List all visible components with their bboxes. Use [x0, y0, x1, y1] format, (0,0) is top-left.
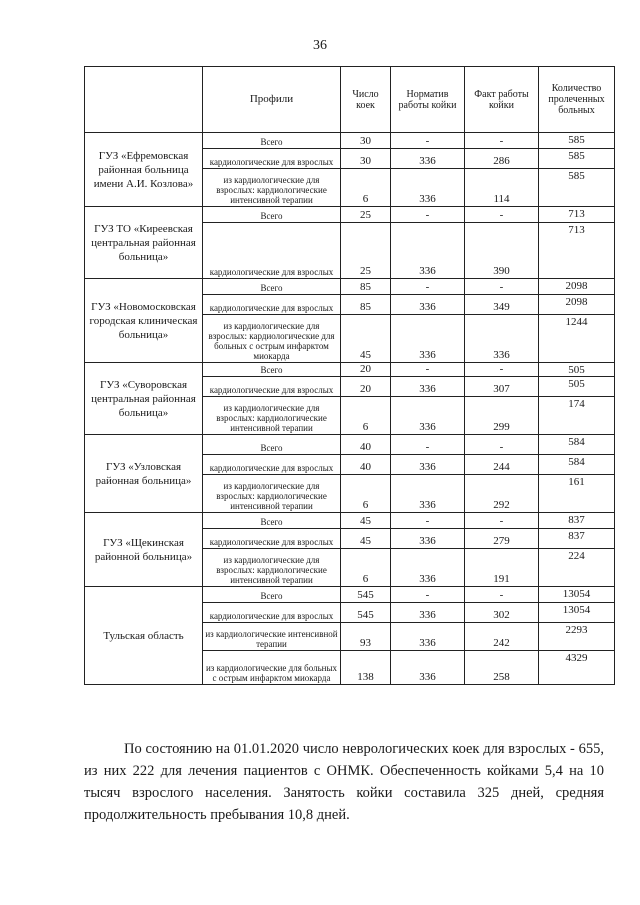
- org-name: ГУЗ «Суворовская центральная районная больница»: [85, 363, 203, 435]
- cell-norm: -: [391, 513, 465, 529]
- cell-beds: 6: [341, 475, 391, 513]
- cell-fact: 292: [465, 475, 539, 513]
- cell-profile: Всего: [203, 513, 341, 529]
- cell-fact: 279: [465, 529, 539, 549]
- cell-fact: -: [465, 513, 539, 529]
- cell-fact: 242: [465, 623, 539, 651]
- header-fact: Факт работы койки: [465, 67, 539, 133]
- cell-norm: 336: [391, 149, 465, 169]
- cell-norm: -: [391, 133, 465, 149]
- cell-norm: -: [391, 207, 465, 223]
- table-row: [85, 587, 615, 603]
- cell-norm: -: [391, 363, 465, 377]
- cell-fact: 390: [465, 223, 539, 279]
- cell-patients: 1244: [539, 315, 615, 363]
- cell-norm: 336: [391, 603, 465, 623]
- cell-patients: 174: [539, 397, 615, 435]
- cell-patients: 713: [539, 207, 615, 223]
- header-org: [85, 67, 203, 133]
- table-row: [85, 133, 615, 149]
- cell-patients: 505: [539, 363, 615, 377]
- cell-beds: 138: [341, 651, 391, 685]
- cell-fact: -: [465, 435, 539, 455]
- cell-beds: 6: [341, 169, 391, 207]
- cell-beds: 20: [341, 377, 391, 397]
- header-patients: Количество пролеченных больных: [539, 67, 615, 133]
- cell-patients: 4329: [539, 651, 615, 685]
- cell-patients: 584: [539, 455, 615, 475]
- table-row: [85, 207, 615, 223]
- cell-fact: 299: [465, 397, 539, 435]
- cell-fact: -: [465, 133, 539, 149]
- cell-patients: 13054: [539, 603, 615, 623]
- table-row: [85, 435, 615, 455]
- cell-fact: -: [465, 279, 539, 295]
- cell-patients: 837: [539, 513, 615, 529]
- org-name: Тульская область: [85, 587, 203, 685]
- cell-beds: 40: [341, 435, 391, 455]
- cell-patients: 13054: [539, 587, 615, 603]
- cell-beds: 25: [341, 207, 391, 223]
- cell-norm: 336: [391, 397, 465, 435]
- cell-profile: Всего: [203, 207, 341, 223]
- cell-norm: 336: [391, 377, 465, 397]
- cell-beds: 30: [341, 133, 391, 149]
- cell-norm: 336: [391, 169, 465, 207]
- cell-fact: 191: [465, 549, 539, 587]
- cell-beds: 45: [341, 529, 391, 549]
- cell-fact: 258: [465, 651, 539, 685]
- cell-profile: из кардиологические для взрослых: кардиологические интенсивной терапии: [203, 549, 341, 587]
- cell-beds: 25: [341, 223, 391, 279]
- table-row: [85, 279, 615, 295]
- cell-fact: 286: [465, 149, 539, 169]
- cell-norm: 336: [391, 295, 465, 315]
- cell-beds: 545: [341, 603, 391, 623]
- header-beds: Число коек: [341, 67, 391, 133]
- cell-patients: 505: [539, 377, 615, 397]
- cell-beds: 85: [341, 295, 391, 315]
- header-profiles: Профили: [203, 67, 341, 133]
- cell-profile: кардиологические для взрослых: [203, 149, 341, 169]
- cell-profile: из кардиологические для больных с острым инфарктом миокарда: [203, 651, 341, 685]
- cell-patients: 2293: [539, 623, 615, 651]
- cell-profile: кардиологические для взрослых: [203, 223, 341, 279]
- cell-fact: 244: [465, 455, 539, 475]
- cell-beds: 85: [341, 279, 391, 295]
- cell-norm: -: [391, 435, 465, 455]
- cell-profile: из кардиологические интенсивной терапии: [203, 623, 341, 651]
- table-body: [85, 133, 615, 685]
- org-name: ГУЗ «Узловская районная больница»: [85, 435, 203, 513]
- cell-fact: 349: [465, 295, 539, 315]
- cell-patients: 837: [539, 529, 615, 549]
- cell-norm: 336: [391, 549, 465, 587]
- cell-profile: Всего: [203, 435, 341, 455]
- cell-patients: 161: [539, 475, 615, 513]
- cell-fact: -: [465, 363, 539, 377]
- header-norm: Норматив работы койки: [391, 67, 465, 133]
- cell-patients: 2098: [539, 279, 615, 295]
- cell-patients: 2098: [539, 295, 615, 315]
- summary-paragraph: По состоянию на 01.01.2020 число неврологических коек для взрослых - 655, из них 222 для лечения пациентов с ОНМК. Обеспеченность койками 5,4 на 10 тысяч взрослого населения. Занятость койки составила 325 дней, средняя продолжительность пребывания 10,8 дней.: [84, 741, 604, 823]
- cell-norm: -: [391, 587, 465, 603]
- cell-beds: 6: [341, 397, 391, 435]
- org-name: ГУЗ «Новомосковская городская клиническая больница»: [85, 279, 203, 363]
- cell-norm: 336: [391, 475, 465, 513]
- cell-fact: 307: [465, 377, 539, 397]
- org-name: ГУЗ «Ефремовская районная больница имени А.И. Козлова»: [85, 133, 203, 207]
- cell-profile: из кардиологические для взрослых: кардиологические интенсивной терапии: [203, 475, 341, 513]
- cell-fact: 336: [465, 315, 539, 363]
- cell-patients: 585: [539, 169, 615, 207]
- cell-profile: кардиологические для взрослых: [203, 377, 341, 397]
- cell-profile: Всего: [203, 279, 341, 295]
- cell-profile: Всего: [203, 363, 341, 377]
- org-name: ГУЗ ТО «Киреевская центральная районная больница»: [85, 207, 203, 279]
- cell-norm: -: [391, 279, 465, 295]
- cell-profile: кардиологические для взрослых: [203, 295, 341, 315]
- cell-profile: из кардиологические для взрослых: кардиологические интенсивной терапии: [203, 169, 341, 207]
- cell-profile: кардиологические для взрослых: [203, 603, 341, 623]
- cell-norm: 336: [391, 315, 465, 363]
- table-row: [85, 363, 615, 377]
- cell-profile: из кардиологические для взрослых: кардиологические интенсивной терапии: [203, 397, 341, 435]
- cell-profile: Всего: [203, 133, 341, 149]
- cell-profile: из кардиологические для взрослых: кардиологические для больных с острым инфарктом миокарда: [203, 315, 341, 363]
- table-row: [85, 513, 615, 529]
- cell-beds: 545: [341, 587, 391, 603]
- cell-profile: Всего: [203, 587, 341, 603]
- cell-norm: 336: [391, 223, 465, 279]
- cell-fact: -: [465, 587, 539, 603]
- cell-profile: кардиологические для взрослых: [203, 455, 341, 475]
- beds-table: [84, 66, 615, 685]
- cell-fact: -: [465, 207, 539, 223]
- cell-beds: 20: [341, 363, 391, 377]
- cell-beds: 40: [341, 455, 391, 475]
- cell-norm: 336: [391, 651, 465, 685]
- cell-profile: кардиологические для взрослых: [203, 529, 341, 549]
- cell-beds: 30: [341, 149, 391, 169]
- cell-fact: 302: [465, 603, 539, 623]
- cell-beds: 45: [341, 315, 391, 363]
- cell-patients: 713: [539, 223, 615, 279]
- cell-beds: 93: [341, 623, 391, 651]
- table-header-row: [85, 67, 615, 133]
- cell-norm: 336: [391, 455, 465, 475]
- page-number: 36: [313, 38, 327, 53]
- cell-patients: 224: [539, 549, 615, 587]
- cell-norm: 336: [391, 529, 465, 549]
- cell-patients: 584: [539, 435, 615, 455]
- cell-fact: 114: [465, 169, 539, 207]
- cell-norm: 336: [391, 623, 465, 651]
- cell-beds: 6: [341, 549, 391, 587]
- org-name: ГУЗ «Щекинская районной больница»: [85, 513, 203, 587]
- cell-beds: 45: [341, 513, 391, 529]
- cell-patients: 585: [539, 133, 615, 149]
- cell-patients: 585: [539, 149, 615, 169]
